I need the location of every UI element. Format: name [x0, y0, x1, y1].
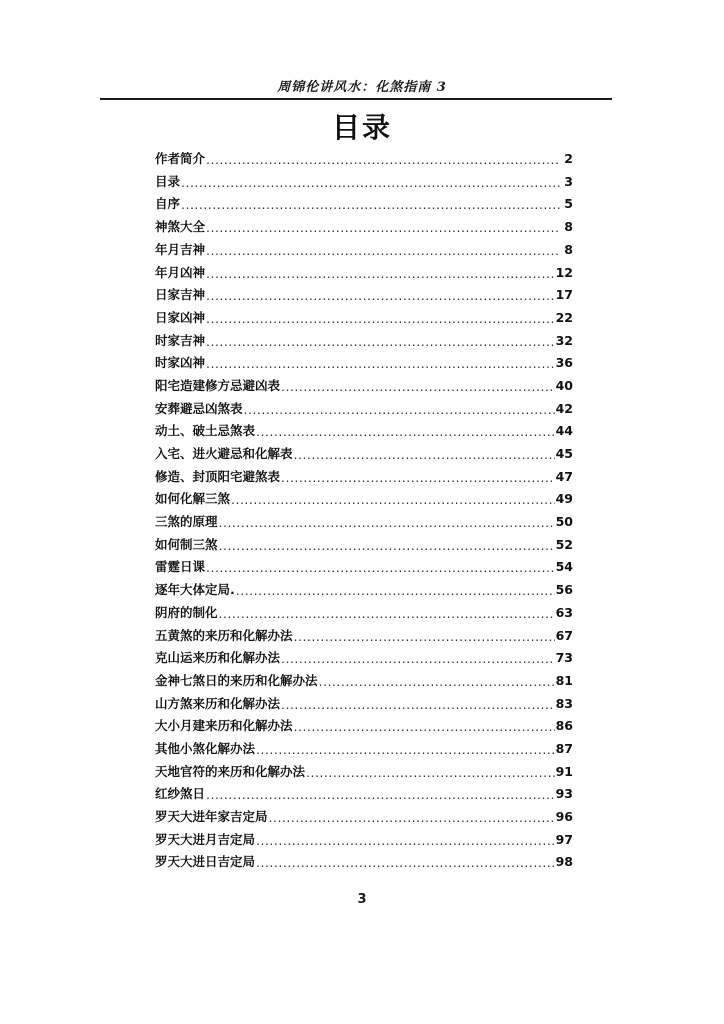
- dot-leader: [206, 222, 560, 235]
- toc-entry-title: 红纱煞日: [155, 786, 206, 802]
- dot-leader: [256, 744, 555, 757]
- dot-leader: [256, 835, 555, 848]
- toc-entry[interactable]: [155, 647, 573, 670]
- toc-entry-title: 日家吉神: [155, 287, 206, 303]
- dot-leader: [206, 358, 555, 371]
- toc-entry[interactable]: [155, 330, 573, 353]
- toc-entry[interactable]: [155, 307, 573, 330]
- toc-entry[interactable]: [155, 352, 573, 375]
- toc-entry[interactable]: [155, 738, 573, 761]
- dot-leader: [206, 336, 555, 349]
- dot-leader: [206, 789, 555, 802]
- dot-leader: [281, 653, 555, 666]
- toc-entry[interactable]: [155, 239, 573, 262]
- table-of-contents: [155, 148, 573, 874]
- toc-entry-page: 32: [555, 332, 573, 348]
- dot-leader: [281, 381, 555, 394]
- toc-entry-page: 63: [555, 604, 573, 620]
- toc-entry[interactable]: [155, 466, 573, 489]
- running-header: 周锦伦讲风水：化煞指南 3: [277, 80, 447, 95]
- toc-entry-page: 45: [555, 446, 573, 462]
- dot-leader: [294, 721, 555, 734]
- toc-entry[interactable]: [155, 488, 573, 511]
- toc-entry-page: 87: [555, 740, 573, 756]
- toc-entry-title: 如何化解三煞: [155, 491, 231, 507]
- toc-entry-title: 山方煞来历和化解办法: [155, 695, 281, 711]
- dot-leader: [281, 472, 555, 485]
- toc-entry[interactable]: [155, 261, 573, 284]
- toc-entry-title: 神煞大全: [155, 219, 206, 235]
- dot-leader: [306, 767, 555, 780]
- toc-entry[interactable]: [155, 171, 573, 194]
- dot-leader: [206, 290, 555, 303]
- toc-entry-title: 罗天大进日吉定局: [155, 854, 256, 870]
- toc-entry[interactable]: [155, 829, 573, 852]
- dot-leader: [206, 268, 555, 281]
- toc-entry-title: 时家吉神: [155, 332, 206, 348]
- toc-entry[interactable]: [155, 148, 573, 171]
- toc-entry-title: 自序: [155, 196, 181, 212]
- toc-entry-page: 8: [564, 241, 573, 257]
- toc-entry-page: 91: [555, 763, 573, 779]
- toc-entry-page: 97: [555, 831, 573, 847]
- toc-title: 目录: [331, 111, 392, 144]
- toc-entry-title: 大小月建来历和化解办法: [155, 718, 293, 734]
- toc-entry[interactable]: [155, 375, 573, 398]
- dot-leader: [206, 154, 560, 167]
- toc-entry-page: 2: [564, 151, 573, 167]
- toc-entry[interactable]: [155, 511, 573, 534]
- toc-entry-title: 罗天大进年家吉定局: [155, 809, 268, 825]
- toc-entry-title: 雷霆日课: [155, 559, 206, 575]
- toc-entry[interactable]: [155, 670, 573, 693]
- dot-leader: [219, 608, 555, 621]
- toc-entry[interactable]: [155, 602, 573, 625]
- toc-entry-page: 52: [555, 536, 573, 552]
- dot-leader: [206, 562, 555, 575]
- toc-entry-title: 安葬避忌凶煞表: [155, 400, 243, 416]
- toc-entry-page: 67: [555, 627, 573, 643]
- toc-entry[interactable]: [155, 398, 573, 421]
- toc-entry-page: 83: [555, 695, 573, 711]
- toc-entry-title: 目录: [155, 173, 181, 189]
- toc-entry-title: 动土、破土忌煞表: [155, 423, 256, 439]
- dot-leader: [294, 631, 555, 644]
- toc-entry[interactable]: [155, 556, 573, 579]
- toc-entry[interactable]: [155, 284, 573, 307]
- dot-leader: [256, 857, 555, 870]
- toc-entry-page: 12: [555, 264, 573, 280]
- toc-entry-page: 81: [555, 672, 573, 688]
- toc-entry-page: 50: [555, 514, 573, 530]
- toc-entry-page: 56: [555, 582, 573, 598]
- dot-leader: [269, 812, 555, 825]
- toc-entry-page: 49: [555, 491, 573, 507]
- toc-entry-page: 40: [555, 377, 573, 393]
- dot-leader: [256, 426, 555, 439]
- toc-entry[interactable]: [155, 761, 573, 784]
- toc-entry-page: 73: [555, 650, 573, 666]
- toc-entry-page: 42: [555, 400, 573, 416]
- toc-entry-title: 阴府的制化: [155, 604, 218, 620]
- toc-entry-page: 96: [555, 809, 573, 825]
- dot-leader: [236, 585, 555, 598]
- toc-entry-title: 三煞的原理: [155, 514, 218, 530]
- toc-entry-page: 86: [555, 718, 573, 734]
- toc-entry-title: 时家凶神: [155, 355, 206, 371]
- toc-entry[interactable]: [155, 806, 573, 829]
- toc-entry[interactable]: [155, 579, 573, 602]
- dot-leader: [206, 245, 560, 258]
- toc-entry[interactable]: [155, 693, 573, 716]
- toc-entry-title: 克山运来历和化解办法: [155, 650, 281, 666]
- toc-entry-page: 5: [564, 196, 573, 212]
- toc-entry[interactable]: [155, 715, 573, 738]
- toc-entry-page: 44: [555, 423, 573, 439]
- dot-leader: [219, 540, 555, 553]
- dot-leader: [244, 404, 555, 417]
- toc-entry-title: 五黄煞的来历和化解办法: [155, 627, 293, 643]
- toc-entry-title: 金神七煞日的来历和化解办法: [155, 672, 318, 688]
- toc-entry-page: 98: [555, 854, 573, 870]
- toc-entry[interactable]: [155, 624, 573, 647]
- toc-entry-title: 如何制三煞: [155, 536, 218, 552]
- toc-entry-title: 入宅、进火避忌和化解表: [155, 446, 293, 462]
- toc-entry[interactable]: [155, 193, 573, 216]
- toc-entry-title: 罗天大进月吉定局: [155, 831, 256, 847]
- toc-entry[interactable]: [155, 534, 573, 557]
- toc-entry-page: 8: [564, 219, 573, 235]
- page-number: 3: [357, 892, 367, 907]
- toc-entry-page: 22: [555, 309, 573, 325]
- dot-leader: [281, 699, 555, 712]
- header-rule: [100, 98, 612, 100]
- toc-entry-page: 17: [555, 287, 573, 303]
- toc-entry-title: 年月吉神: [155, 241, 206, 257]
- dot-leader: [181, 177, 560, 190]
- dot-leader: [181, 199, 560, 212]
- toc-entry-title: 年月凶神: [155, 264, 206, 280]
- toc-entry-page: 3: [564, 173, 573, 189]
- toc-entry-page: 93: [555, 786, 573, 802]
- toc-entry-page: 36: [555, 355, 573, 371]
- toc-entry-title: 日家凶神: [155, 309, 206, 325]
- toc-entry-title: 逐年大体定局.: [155, 582, 235, 598]
- dot-leader: [219, 517, 555, 530]
- toc-entry[interactable]: [155, 216, 573, 239]
- toc-entry-title: 修造、封顶阳宅避煞表: [155, 468, 281, 484]
- dot-leader: [231, 494, 555, 507]
- toc-entry-title: 作者简介: [155, 151, 206, 167]
- toc-entry-title: 阳宅造建修方忌避凶表: [155, 377, 281, 393]
- toc-entry-page: 47: [555, 468, 573, 484]
- toc-entry[interactable]: [155, 420, 573, 443]
- dot-leader: [294, 449, 555, 462]
- dot-leader: [206, 313, 555, 326]
- toc-entry-page: 54: [555, 559, 573, 575]
- dot-leader: [319, 676, 555, 689]
- toc-entry-title: 其他小煞化解办法: [155, 740, 256, 756]
- toc-entry[interactable]: [155, 443, 573, 466]
- toc-entry-title: 天地官符的来历和化解办法: [155, 763, 306, 779]
- toc-entry[interactable]: [155, 851, 573, 874]
- toc-entry[interactable]: [155, 783, 573, 806]
